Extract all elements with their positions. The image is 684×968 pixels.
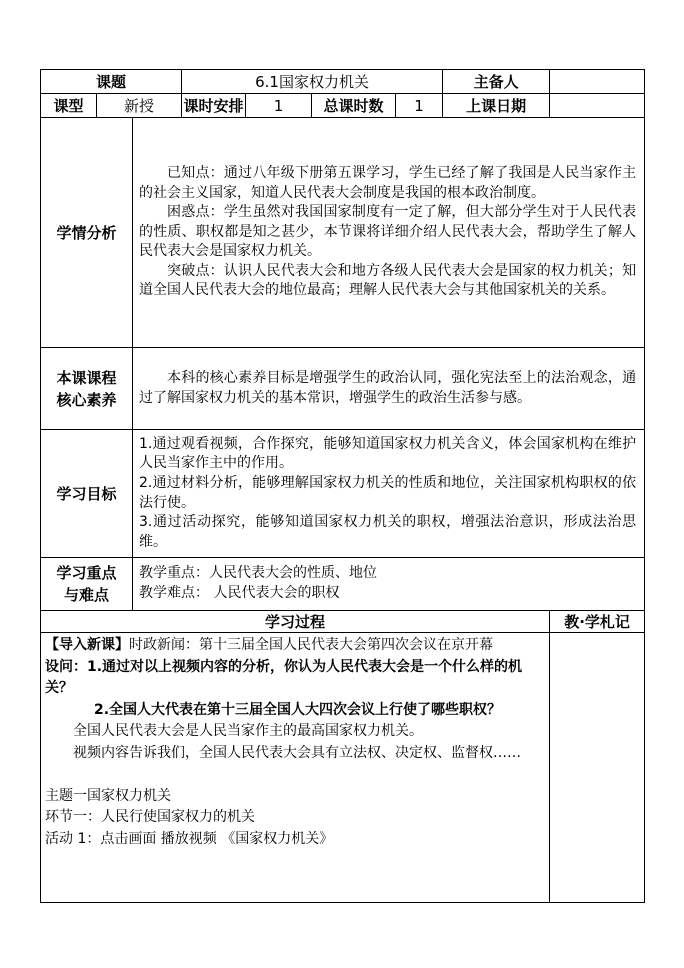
total-hours-label: 总课时数 bbox=[312, 94, 396, 118]
process-content bbox=[41, 633, 550, 903]
literacy-content bbox=[133, 348, 645, 430]
analysis-content bbox=[133, 118, 645, 348]
literacy-label-line1: 本课课程 bbox=[56, 368, 117, 387]
activity-text: 活动 1：点击画面 播放视频 《国家权力机关》 bbox=[45, 830, 334, 847]
theme-text: 主题一国家权力机关 bbox=[45, 787, 171, 804]
notes-column bbox=[550, 633, 645, 903]
header-row-1 bbox=[41, 70, 645, 94]
literacy-text: 本科的核心素养目标是增强学生的政治认同，强化宪法至上的法治观念，通过了解国家权力机关的基本常识，增强学生的政治生活参与感。 bbox=[139, 369, 637, 406]
topic-label: 课题 bbox=[41, 70, 182, 94]
answer-2-text: 视频内容告诉我们，全国人民代表大会具有立法权、决定权、监督权…… bbox=[73, 744, 521, 761]
literacy-label-line2: 核心素养 bbox=[56, 390, 117, 409]
class-date-value bbox=[550, 94, 645, 118]
objectives-content bbox=[133, 430, 645, 558]
literacy-row bbox=[41, 348, 645, 430]
intro-paragraph bbox=[45, 635, 545, 657]
lesson-type-value: 新授 bbox=[97, 94, 182, 118]
intro-text: 时政新闻：第十三届全国人民代表大会第四次会议在京开幕 bbox=[129, 637, 493, 653]
objectives-label: 学习目标 bbox=[41, 430, 133, 558]
known-point-text: 已知点：通过八年级下册第五课学习，学生已经了解了我国是人民当家作主的社会主义国家，知道人民代表大会制度是我国的根本政治制度。 bbox=[139, 164, 637, 201]
objective-item: 1.通过观看视频，合作探究，能够知道国家权力机关含义，体会国家机构在维护人民当家作主中的作用。 bbox=[139, 435, 637, 472]
topic-value: 6.1国家权力机关 bbox=[182, 70, 443, 94]
breakthrough-point-text: 突破点：认识人民代表大会和地方各级人民代表大会是国家的权力机关；知道全国人民代表大会的地位最高；理解人民代表大会与其他国家机关的关系。 bbox=[139, 262, 637, 299]
objective-item: 3.通过活动探究，能够知道国家权力机关的职权，增强法治意识，形成法治思维。 bbox=[139, 514, 637, 550]
preparer-value bbox=[550, 70, 645, 94]
key-points-label-line2: 与难点 bbox=[63, 586, 109, 604]
teaching-difficulty-text: 教学难点： 人民代表大会的职权 bbox=[139, 585, 340, 601]
question-1-paragraph bbox=[45, 657, 545, 700]
blank-line bbox=[45, 764, 545, 786]
analysis-label: 学情分析 bbox=[41, 118, 133, 348]
section-text: 环节一：人民行使国家权力的机关 bbox=[45, 809, 255, 825]
intro-tag: 【导入新课】 bbox=[45, 637, 129, 653]
literacy-label bbox=[41, 348, 133, 430]
schedule-value: 1 bbox=[246, 94, 312, 118]
key-points-content bbox=[133, 558, 645, 611]
question-label: 设问： bbox=[45, 658, 87, 675]
question-1-text: 1.通过对以上视频内容的分析，你认为人民代表大会是一个什么样的机关？ bbox=[45, 658, 523, 696]
analysis-row bbox=[41, 118, 645, 348]
objectives-row bbox=[41, 430, 645, 558]
answer-1-text: 全国人民代表大会是人民当家作主的最高国家权力机关。 bbox=[73, 723, 423, 739]
key-points-label bbox=[41, 558, 133, 611]
class-date-label: 上课日期 bbox=[443, 94, 550, 118]
question-2-text: 2.全国人大代表在第十三届全国人大四次会议上行使了哪些职权？ bbox=[94, 701, 502, 718]
confusion-point-text: 困惑点：学生虽然对我国国家制度有一定了解，但大部分学生对于人民代表的性质、职权都是知之甚少，本节课将详细介绍人民代表大会，帮助学生了解人民代表大会是国家权力机关。 bbox=[139, 204, 637, 260]
preparer-label: 主备人 bbox=[443, 70, 550, 94]
objective-item: 2.通过材料分析，能够理解国家权力机关的性质和地位，关注国家机构职权的依法行使。 bbox=[139, 474, 637, 511]
key-points-label-line1: 学习重点 bbox=[56, 564, 117, 582]
header-row-2 bbox=[41, 94, 645, 118]
process-header: 学习过程 bbox=[41, 611, 550, 633]
lesson-type-label: 课型 bbox=[41, 94, 97, 118]
schedule-label: 课时安排 bbox=[182, 94, 246, 118]
process-row bbox=[41, 633, 645, 903]
lesson-plan-table bbox=[40, 69, 645, 903]
key-points-row bbox=[41, 558, 645, 611]
process-header-row bbox=[41, 611, 645, 633]
notes-header: 教·学札记 bbox=[550, 611, 645, 633]
total-hours-value: 1 bbox=[396, 94, 443, 118]
teaching-focus-text: 教学重点：人民代表大会的性质、地位 bbox=[139, 565, 377, 582]
